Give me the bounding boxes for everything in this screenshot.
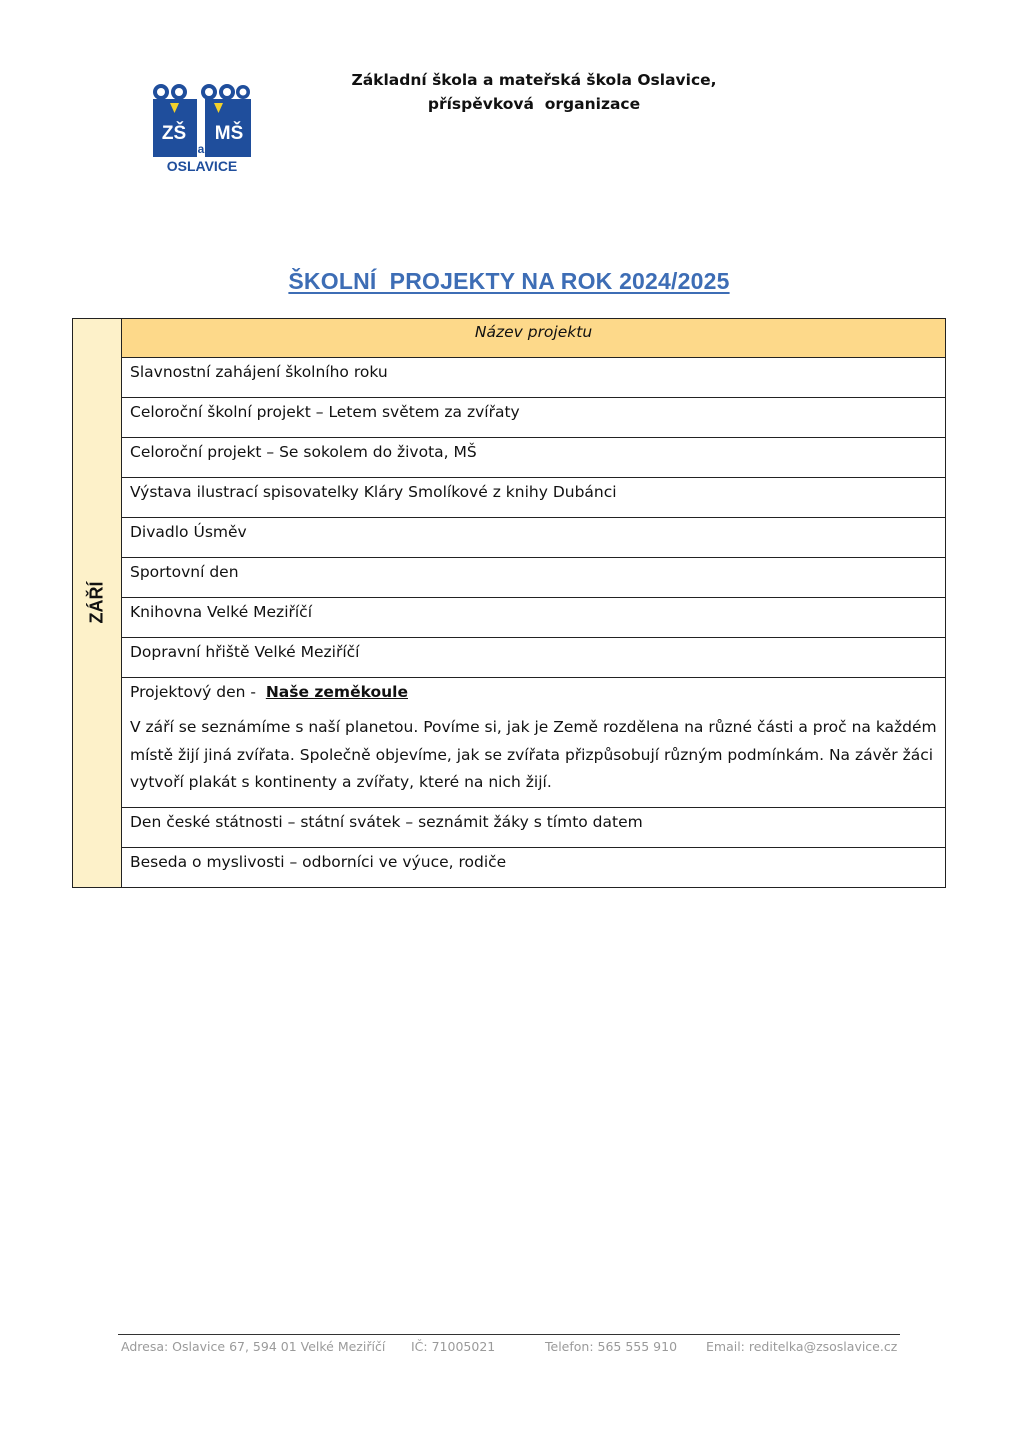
footer-phone: Telefon: 565 555 910 <box>545 1339 678 1354</box>
table-cell: Dopravní hřiště Velké Meziříčí <box>122 638 946 678</box>
project-day-description: V září se seznámíme s naší planetou. Povíme si, jak je Země rozdělena na různé části a proč na každém místě žijí jiná zvířata. Společně objevíme, jak se zvířata přizpůsobují různým podmínkám. Na závěr žáci vytvoří plakát s kontinenty a zvířaty, které na nich žijí. <box>130 718 937 791</box>
school-logo <box>152 83 252 175</box>
month-label: ZÁŘÍ <box>86 581 107 624</box>
table-cell: Knihovna Velké Meziříčí <box>122 598 946 638</box>
footer <box>121 1339 901 1359</box>
project-day-heading <box>130 680 937 704</box>
table-cell: Den české státnosti – státní svátek – seznámit žáky s tímto datem <box>122 807 946 847</box>
school-header <box>300 68 768 116</box>
logo-left-text: ZŠ <box>161 123 187 144</box>
table-cell: Celoroční projekt – Se sokolem do života, MŠ <box>122 438 946 478</box>
table-cell: Sportovní den <box>122 558 946 598</box>
projects-table <box>72 318 946 888</box>
table-row <box>73 438 946 478</box>
table-row-project-day <box>73 678 946 808</box>
footer-email: Email: reditelka@zsoslavice.cz <box>706 1339 898 1354</box>
table-cell: Výstava ilustrací spisovatelky Kláry Smolíkové z knihy Dubánci <box>122 478 946 518</box>
owl-eyes <box>153 84 250 100</box>
project-day-cell <box>122 678 946 808</box>
footer-ic: IČ: 71005021 <box>411 1339 496 1354</box>
table-row <box>73 847 946 887</box>
logo-right-text: MŠ <box>214 123 244 144</box>
project-day-prefix: Projektový den - <box>130 683 266 701</box>
month-cell <box>73 319 122 888</box>
school-name: Základní škola a mateřská škola Oslavice, <box>351 71 717 89</box>
footer-address: Adresa: Oslavice 67, 594 01 Velké Meziříčí <box>121 1339 386 1354</box>
page-title: ŠKOLNÍ PROJEKTY NA ROK 2024/2025 <box>288 268 730 294</box>
table-header-row <box>73 319 946 358</box>
table-row <box>73 638 946 678</box>
logo-bottom-text: OSLAVICE <box>166 158 238 174</box>
table-row <box>73 398 946 438</box>
footer-divider <box>118 1334 900 1335</box>
table-row <box>73 518 946 558</box>
table-cell: Slavnostní zahájení školního roku <box>122 358 946 398</box>
table-row <box>73 478 946 518</box>
table-row <box>73 598 946 638</box>
logo-mid-text: a <box>197 142 205 156</box>
table-cell: Divadlo Úsměv <box>122 518 946 558</box>
table-cell: Beseda o myslivosti – odborníci ve výuce, rodiče <box>122 847 946 887</box>
table-row <box>73 807 946 847</box>
project-day-name: Naše zeměkoule <box>265 683 408 701</box>
school-type: příspěvková organizace <box>427 95 641 113</box>
table-cell: Celoroční školní projekt – Letem světem za zvířaty <box>122 398 946 438</box>
table-row <box>73 358 946 398</box>
column-header: Název projektu <box>122 319 946 358</box>
table-row <box>73 558 946 598</box>
